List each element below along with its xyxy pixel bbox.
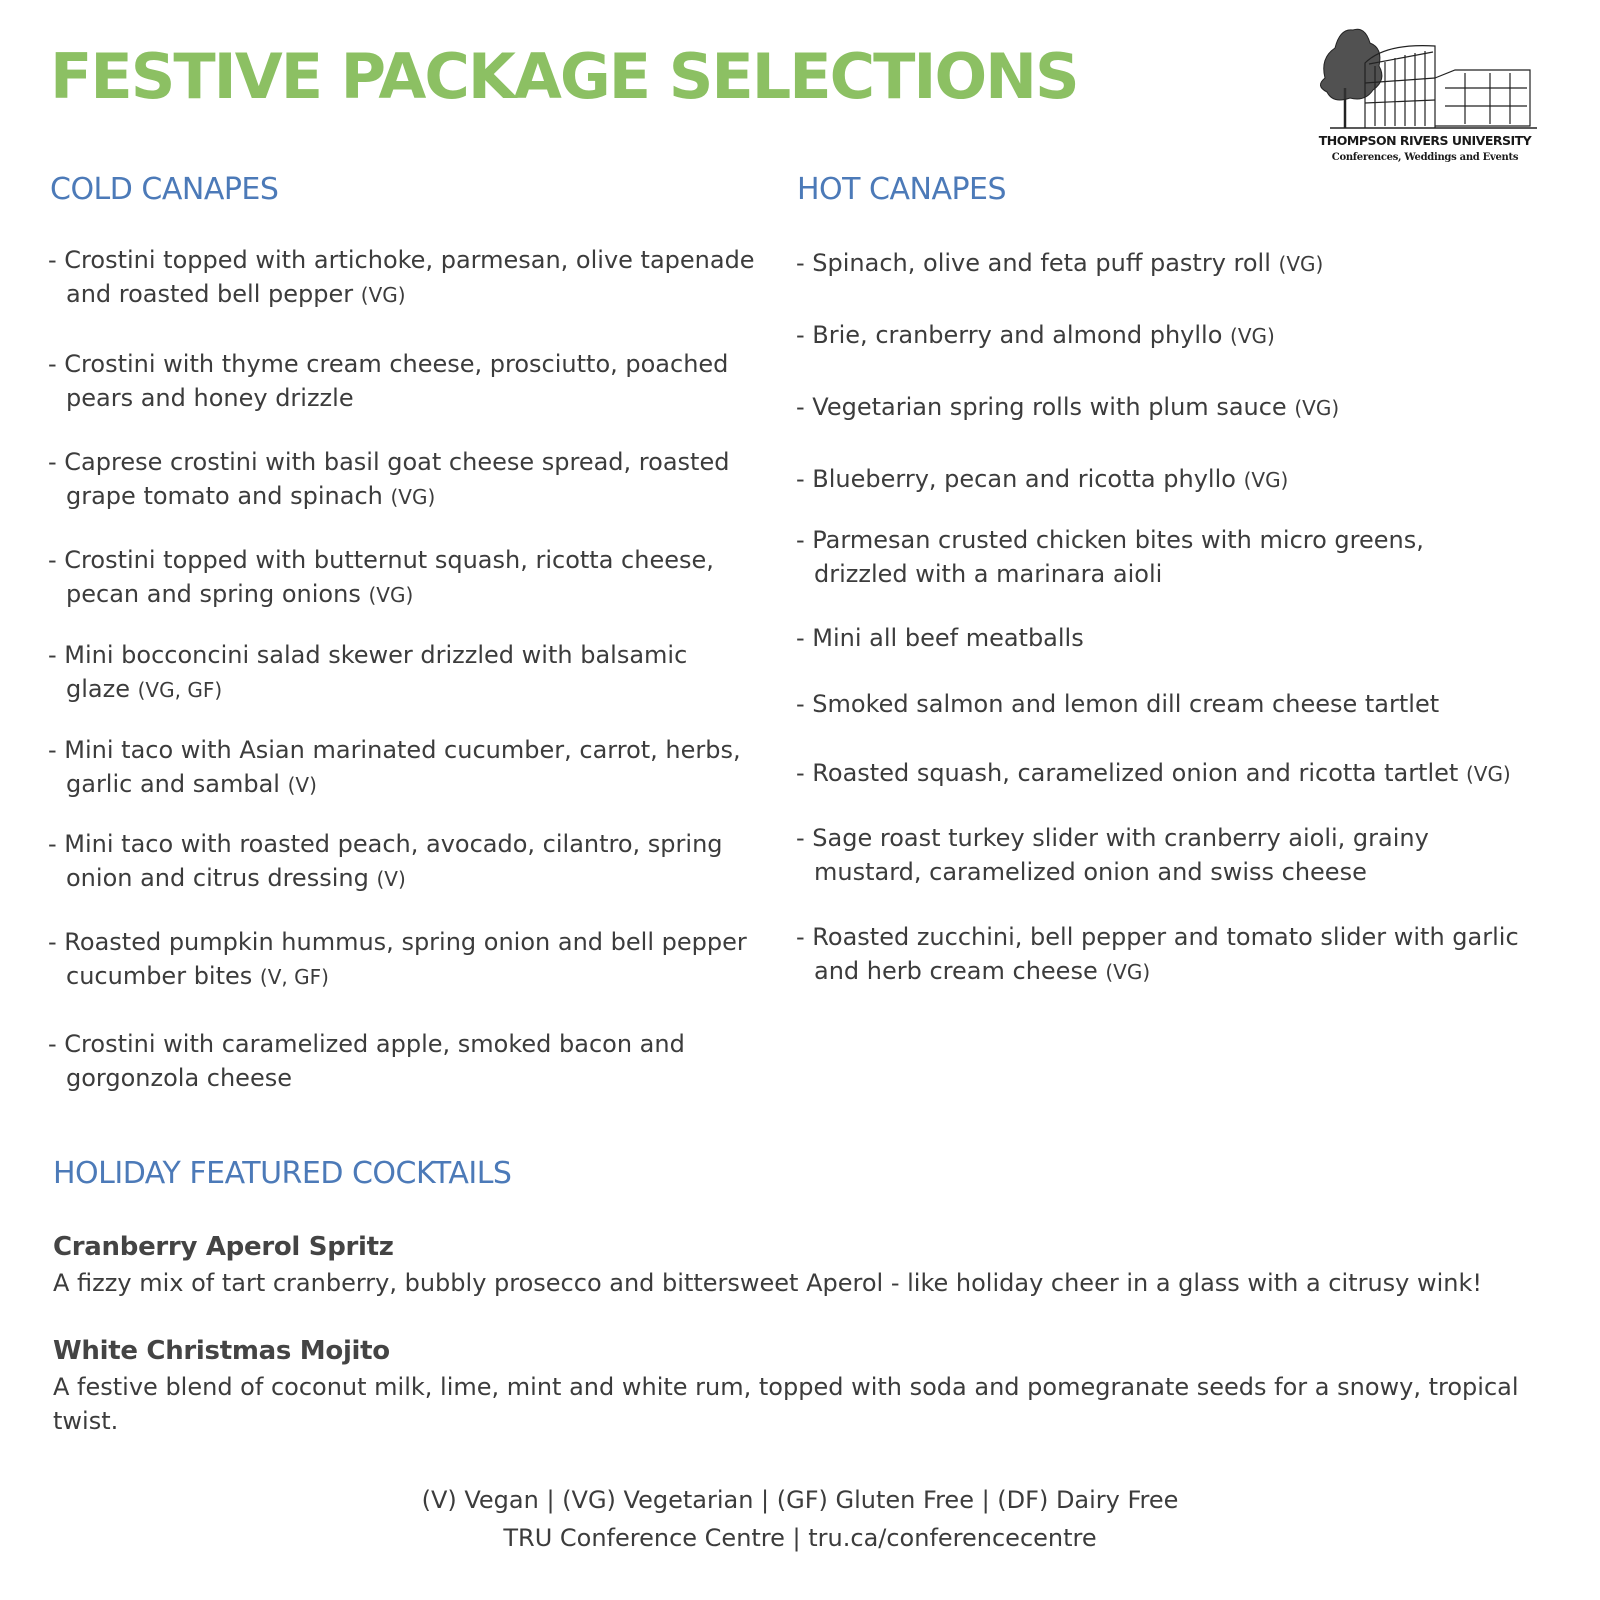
hot-item: - Spinach, olive and feta puff pastry roll (VG) — [796, 249, 1324, 277]
cocktail-name: Cranberry Aperol Spritz — [53, 1232, 394, 1262]
hot-item: - Sage roast turkey slider with cranberry aioli, grainy mustard, caramelized onion and swiss cheese — [796, 824, 1429, 886]
cold-item: - Mini bocconcini salad skewer drizzled with balsamic glaze (VG, GF) — [48, 641, 688, 703]
cocktails-heading: HOLIDAY FEATURED COCKTAILS — [53, 1156, 512, 1191]
cocktail-name: White Christmas Mojito — [53, 1336, 390, 1366]
cold-item: - Crostini with thyme cream cheese, prosciutto, poached pears and honey drizzle — [48, 350, 729, 412]
cocktail-description: A festive blend of coconut milk, lime, mint and white rum, topped with soda and pomegranate seeds for a snowy, tropical twist. — [53, 1373, 1519, 1435]
cold-item: - Crostini topped with butternut squash, ricotta cheese, pecan and spring onions (VG) — [48, 546, 714, 608]
cocktail-description: A fizzy mix of tart cranberry, bubbly prosecco and bittersweet Aperol - like holiday cheer in a glass with a citrusy wink! — [53, 1269, 1483, 1297]
contact-line: TRU Conference Centre | tru.ca/conferencecentre — [503, 1524, 1097, 1552]
hot-item: - Smoked salmon and lemon dill cream cheese tartlet — [796, 690, 1440, 718]
hot-item: - Blueberry, pecan and ricotta phyllo (VG) — [796, 465, 1289, 493]
cold-canapes-heading: COLD CANAPES — [50, 172, 279, 207]
cold-item: - Crostini with caramelized apple, smoked bacon and gorgonzola cheese — [48, 1030, 685, 1092]
dietary-legend: (V) Vegan | (VG) Vegetarian | (GF) Gluten Free | (DF) Dairy Free — [421, 1486, 1179, 1514]
logo-university-name: THOMPSON RIVERS UNIVERSITY — [1318, 133, 1532, 148]
logo-subtitle: Conferences, Weddings and Events — [1331, 152, 1519, 163]
cold-item: - Mini taco with roasted peach, avocado, cilantro, spring onion and citrus dressing (V) — [48, 830, 723, 892]
cold-item: - Crostini topped with artichoke, parmesan, olive tapenade and roasted bell pepper (VG) — [48, 246, 755, 308]
cold-item: - Mini taco with Asian marinated cucumber, carrot, herbs, garlic and sambal (V) — [48, 736, 741, 798]
hot-item: - Roasted squash, caramelized onion and ricotta tartlet (VG) — [796, 759, 1511, 787]
hot-item: - Roasted zucchini, bell pepper and tomato slider with garlic and herb cream cheese (VG) — [796, 923, 1519, 985]
cold-item: - Caprese crostini with basil goat cheese spread, roasted grape tomato and spinach (VG) — [48, 448, 730, 510]
page-title: FESTIVE PACKAGE SELECTIONS — [50, 40, 1078, 113]
hot-item: - Brie, cranberry and almond phyllo (VG) — [796, 321, 1275, 349]
hot-item: - Mini all beef meatballs — [796, 624, 1084, 652]
hot-canapes-heading: HOT CANAPES — [797, 172, 1007, 207]
cold-item: - Roasted pumpkin hummus, spring onion and bell pepper cucumber bites (V, GF) — [48, 928, 747, 990]
hot-item: - Vegetarian spring rolls with plum sauce (VG) — [796, 393, 1340, 421]
hot-item: - Parmesan crusted chicken bites with micro greens, drizzled with a marinara aioli — [796, 526, 1424, 588]
